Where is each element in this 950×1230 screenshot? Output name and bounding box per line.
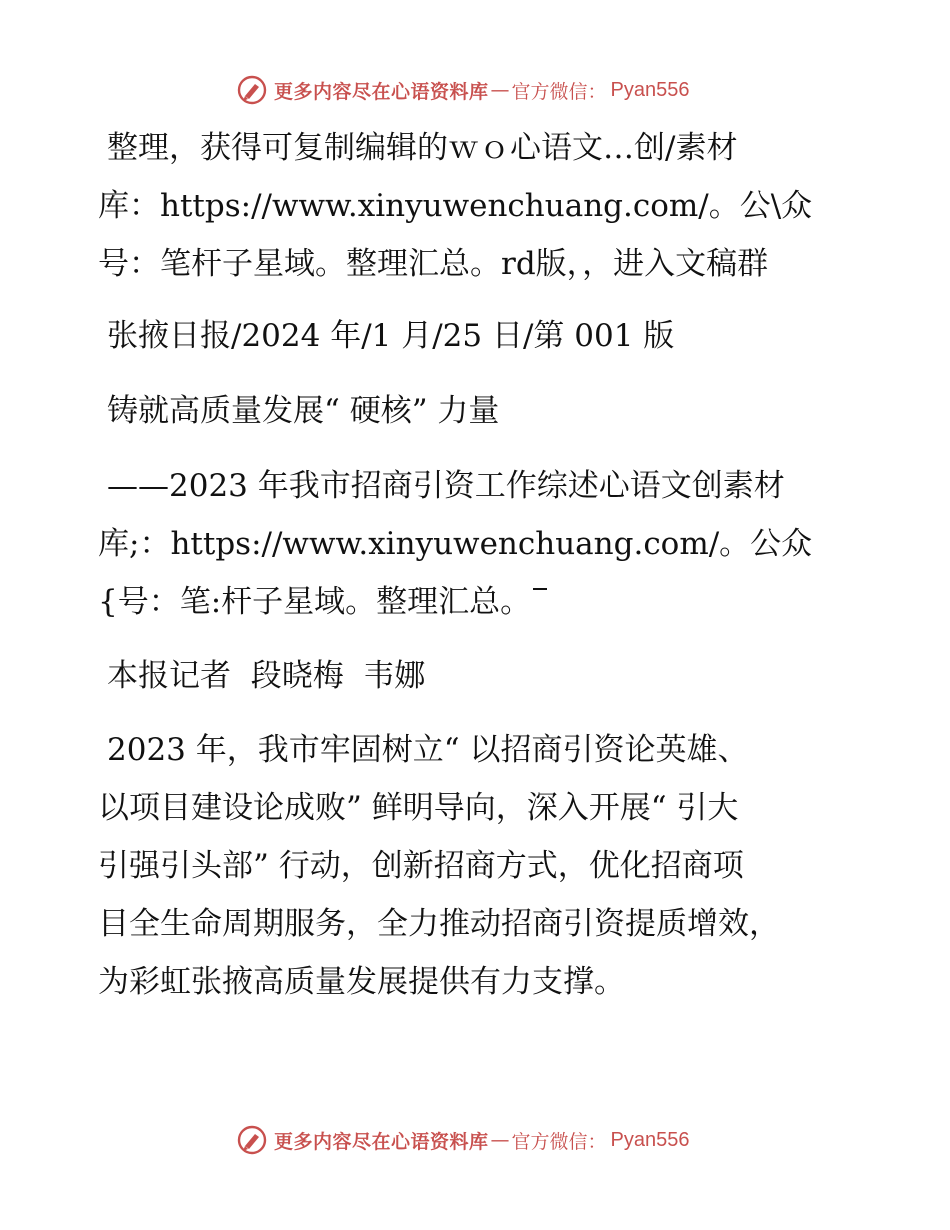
banner-wechat-label: 官方微信： <box>511 80 607 103</box>
banner-wechat-label: 官方微信： <box>511 1130 607 1153</box>
banner-wechat-id: Pyan556 <box>610 78 690 101</box>
footer-banner <box>236 1123 716 1157</box>
subheadline-line-2: 库;：https://www.xinyuwenchuang.com/。公众 <box>98 526 813 562</box>
banner-dash: — <box>490 1129 510 1151</box>
body-line-2: 以项目建设论成败” 鲜明导向，深入开展“ 引大 <box>98 790 739 826</box>
pen-logo-icon <box>236 1124 268 1156</box>
header-banner <box>236 73 716 107</box>
intro-line-1: 整理，获得可复制编辑的ｗｏ心语文…创/素材 <box>107 130 738 166</box>
body-line-5: 为彩虹张掖高质量发展提供有力支撑。 <box>98 964 625 1000</box>
subheadline-line-3-wrap <box>98 582 547 622</box>
intro-line-3: 号：笔杆子星域。整理汇总。rd版，，进入文稿群 <box>98 246 769 282</box>
banner-dash: — <box>490 79 510 101</box>
body-line-3: 引强引头部” 行动，创新招商方式，优化招商项 <box>98 848 744 884</box>
headline: 铸就高质量发展“ 硬核” 力量 <box>107 393 500 429</box>
subheadline-line-1: ——2023 年我市招商引资工作综述心语文创素材 <box>107 468 785 504</box>
banner-text: 更多内容尽在心语资料库 <box>274 1130 489 1153</box>
pen-logo-icon <box>236 74 268 106</box>
overline-mark <box>533 588 547 590</box>
intro-line-2: 库：https://www.xinyuwenchuang.com/。公\众 <box>98 188 813 224</box>
banner-text: 更多内容尽在心语资料库 <box>274 80 489 103</box>
banner-wechat-id: Pyan556 <box>610 1128 690 1151</box>
body-line-1: 2023 年，我市牢固树立“ 以招商引资论英雄、 <box>107 732 749 768</box>
dateline: 张掖日报/2024 年/1 月/25 日/第 001 版 <box>107 318 675 354</box>
body-line-4: 目全生命周期服务，全力推动招商引资提质增效， <box>98 906 780 942</box>
subheadline-line-3: {号：笔:杆子星域。整理汇总。 <box>98 584 532 620</box>
byline: 本报记者 段晓梅 韦娜 <box>107 658 426 694</box>
